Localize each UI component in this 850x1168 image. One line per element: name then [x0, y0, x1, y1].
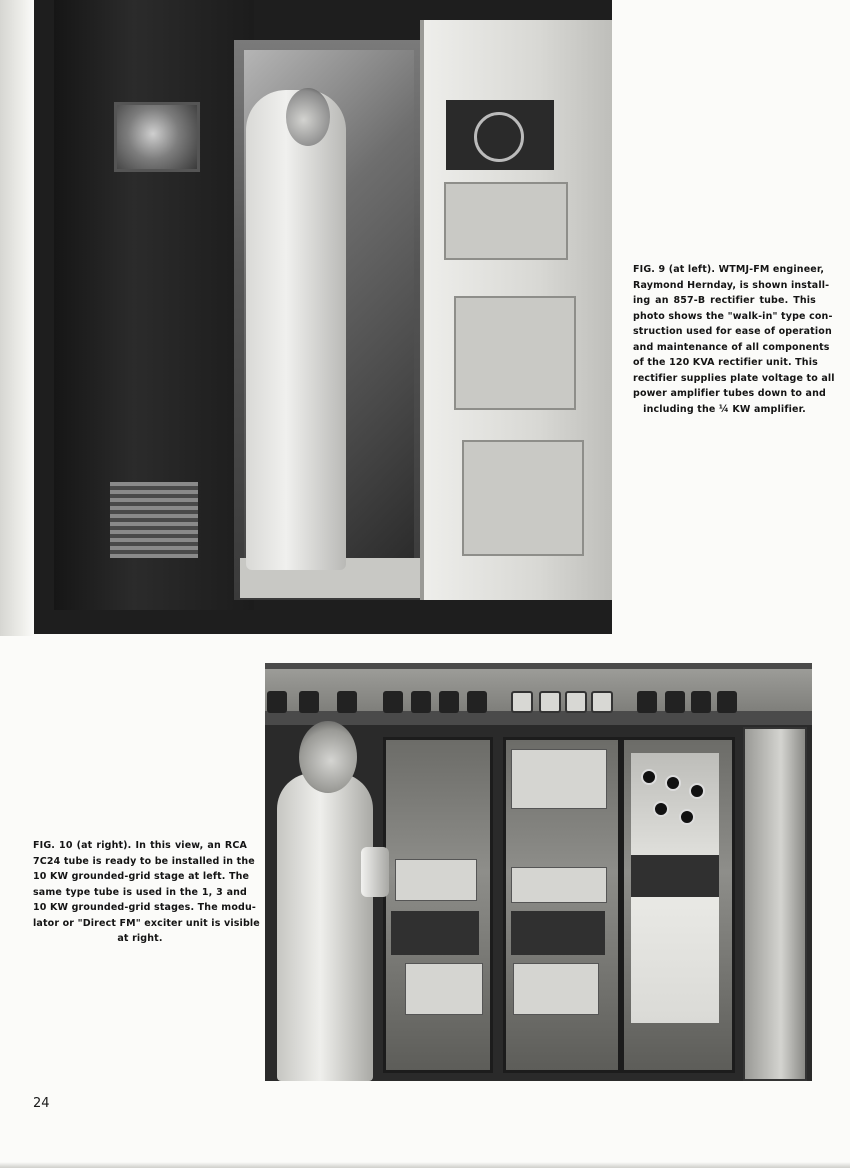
- caption-line: lator or "Direct FM" exciter unit is visible: [33, 917, 260, 929]
- caption-line: ing an 857-B rectifier tube. This: [633, 295, 816, 306]
- cabinet-inspection-window: [114, 102, 200, 172]
- caption-line: including the ¼ KW amplifier.: [643, 403, 806, 415]
- page-number: 24: [33, 1096, 50, 1111]
- component-block: [405, 963, 483, 1015]
- component-block: [513, 963, 599, 1015]
- dial-icon: [641, 769, 657, 785]
- technician-head: [299, 721, 357, 793]
- meter-icon: [539, 691, 561, 713]
- meter-icon: [591, 691, 613, 713]
- caption-line: 10 KW grounded-grid stage at left. The: [33, 871, 250, 882]
- amplifier-bay-left: [383, 737, 493, 1073]
- meter-icon: [337, 691, 357, 713]
- meter-icon: [637, 691, 657, 713]
- component-block: [395, 859, 477, 901]
- page-edge-shadow: [0, 0, 34, 636]
- meter-icon: [467, 691, 487, 713]
- caption-line: FIG. 9 (at left). WTMJ-FM engineer,: [633, 264, 825, 275]
- component-block: [511, 867, 607, 903]
- technician-figure: [277, 773, 373, 1081]
- dial-icon: [665, 775, 681, 791]
- caption-line: rectifier supplies plate voltage to all: [633, 372, 835, 384]
- fig9-caption: [633, 262, 835, 417]
- fig9-photograph: [34, 0, 612, 634]
- door-panel-middle: [454, 296, 576, 410]
- caption-line: FIG. 10 (at right). In this view, an RCA: [33, 840, 247, 851]
- caption-line: at right.: [117, 933, 163, 944]
- component-block: [631, 855, 719, 897]
- meter-icon: [267, 691, 287, 713]
- component-block: [391, 911, 479, 955]
- 7c24-tube: [361, 847, 389, 897]
- meter-icon: [665, 691, 685, 713]
- meter-icon: [411, 691, 431, 713]
- open-exciter-door: [743, 727, 807, 1081]
- meter-icon: [691, 691, 711, 713]
- fig10-caption: [33, 838, 260, 947]
- meter-icon: [717, 691, 737, 713]
- caption-line: same type tube is used in the 1, 3 and: [33, 886, 247, 898]
- caption-line: struction used for ease of operation: [633, 326, 832, 337]
- page-bottom-edge: [0, 1162, 850, 1168]
- caption-line: photo shows the "walk-in" type con-: [633, 310, 833, 322]
- component-block: [511, 911, 605, 955]
- meter-icon: [439, 691, 459, 713]
- caption-line: 10 KW grounded-grid stages. The modu-: [33, 902, 256, 913]
- caption-line: of the 120 KVA rectifier unit. This: [633, 357, 818, 368]
- door-panel-bottom: [462, 440, 584, 556]
- meter-icon: [511, 691, 533, 713]
- engineer-figure: [246, 90, 346, 570]
- caption-line: and maintenance of all components: [633, 341, 830, 353]
- fig10-photograph: [265, 663, 812, 1081]
- caption-line: 7C24 tube is ready to be installed in the: [33, 855, 255, 867]
- engineer-head: [286, 88, 330, 146]
- caption-line: power amplifier tubes down to and: [633, 388, 826, 399]
- rca-logo-icon: [474, 112, 524, 162]
- dial-icon: [653, 801, 669, 817]
- dial-icon: [679, 809, 695, 825]
- dial-icon: [689, 783, 705, 799]
- meter-icon: [383, 691, 403, 713]
- door-panel-top: [444, 182, 568, 260]
- cabinet-vent-grille: [110, 482, 198, 558]
- caption-line: Raymond Hernday, is shown install-: [633, 279, 830, 291]
- meter-icon: [299, 691, 319, 713]
- component-block: [511, 749, 607, 809]
- meter-icon: [565, 691, 587, 713]
